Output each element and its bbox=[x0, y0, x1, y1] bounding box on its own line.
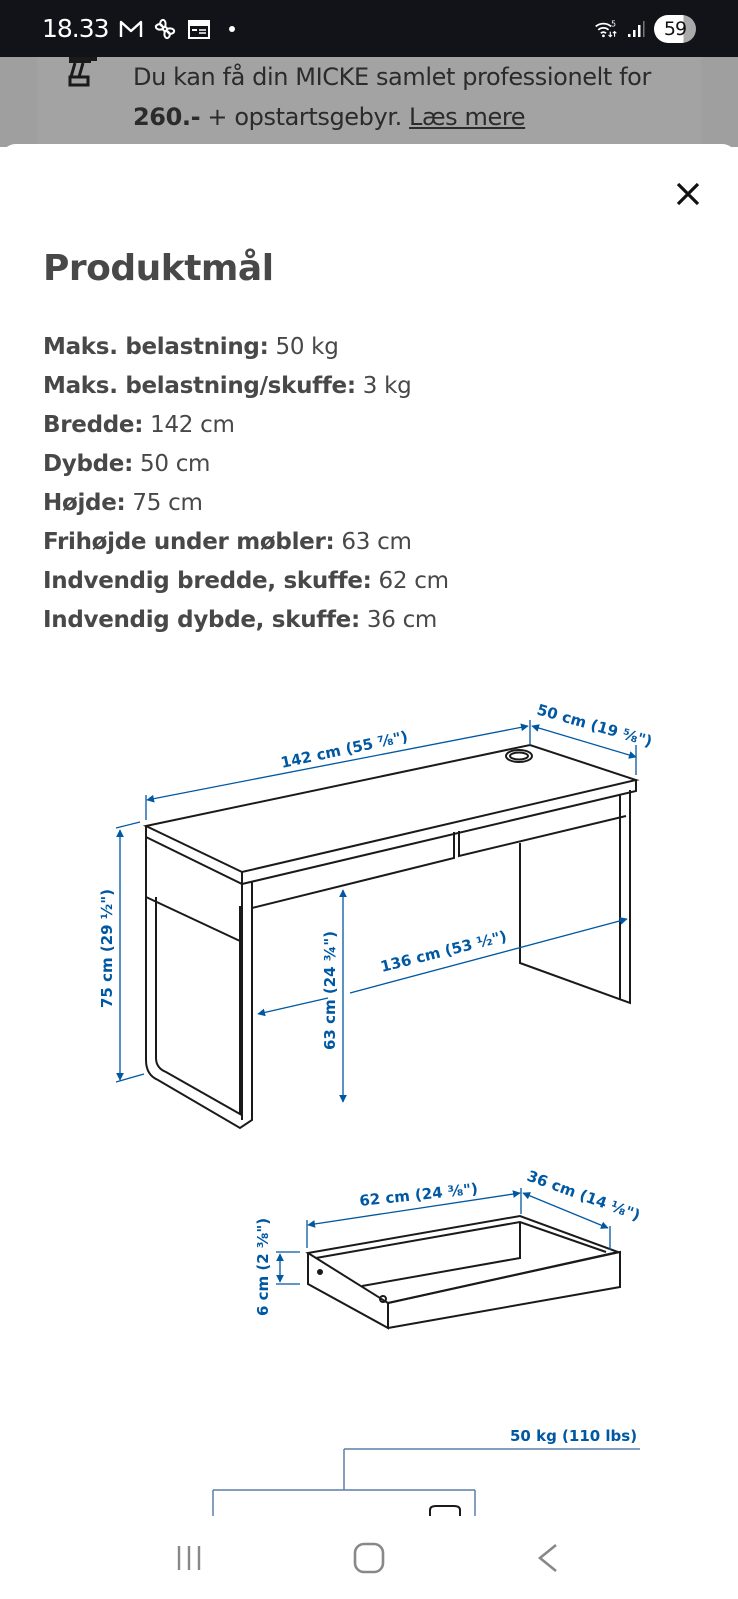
banner-price: 260.- bbox=[133, 103, 201, 131]
load-diagram bbox=[213, 1449, 640, 1516]
spec-max-load-drawer: Maks. belastning/skuffe: 3 kg bbox=[43, 373, 412, 399]
status-bar bbox=[0, 0, 738, 57]
recents-button[interactable] bbox=[160, 1528, 220, 1588]
banner-text bbox=[133, 57, 651, 137]
assembly-service-banner bbox=[37, 57, 701, 147]
status-time: 18.33 bbox=[42, 14, 109, 43]
desk-clearance-label: 63 cm (24 ¾") bbox=[321, 931, 339, 1050]
spec-drawer-inner-width: Indvendig bredde, skuffe: 62 cm bbox=[43, 568, 449, 594]
back-button[interactable] bbox=[518, 1528, 578, 1588]
desk-height-label: 75 cm (29 ½") bbox=[98, 889, 116, 1008]
spec-drawer-inner-depth: Indvendig dybde, skuffe: 36 cm bbox=[43, 607, 438, 633]
gmail-icon bbox=[119, 17, 143, 41]
home-icon bbox=[352, 1542, 386, 1574]
desk-inner-width-label: 136 cm (53 ½") bbox=[378, 927, 509, 976]
page-title: Produktmål bbox=[43, 248, 274, 289]
drawer-illustration bbox=[308, 1216, 620, 1328]
banner-line2: + opstartsgebyr. bbox=[200, 103, 410, 131]
spec-height: Højde: 75 cm bbox=[43, 490, 203, 516]
desk-dimension-labels bbox=[98, 701, 654, 1050]
home-button[interactable] bbox=[339, 1528, 399, 1588]
notification-dot-icon bbox=[229, 26, 235, 32]
drawer-height-label: 6 cm (2 ⅜") bbox=[254, 1217, 272, 1316]
page-backdrop[interactable] bbox=[0, 57, 738, 147]
battery-indicator: 59 bbox=[654, 15, 696, 43]
desk-depth-label: 50 cm (19 ⅝") bbox=[534, 700, 655, 751]
spec-width: Bredde: 142 cm bbox=[43, 412, 235, 438]
signal-icon bbox=[624, 17, 648, 41]
recents-icon bbox=[175, 1543, 205, 1573]
drawer-width-label: 62 cm (24 ⅜") bbox=[358, 1179, 479, 1210]
calendar-icon bbox=[187, 17, 211, 41]
desk-width-label: 142 cm (55 ⅞") bbox=[279, 727, 410, 772]
fan-icon bbox=[153, 17, 177, 41]
wifi-icon bbox=[594, 17, 618, 41]
back-icon bbox=[536, 1542, 560, 1574]
spec-depth: Dybde: 50 cm bbox=[43, 451, 211, 477]
spec-clearance: Frihøjde under møbler: 63 cm bbox=[43, 529, 412, 555]
assembly-drill-icon bbox=[67, 57, 107, 96]
product-dimensions-sheet bbox=[0, 144, 738, 1516]
spec-max-load: Maks. belastning: 50 kg bbox=[43, 334, 339, 360]
system-nav-bar bbox=[0, 1516, 738, 1599]
read-more-link[interactable]: Læs mere bbox=[409, 103, 526, 131]
load-label: 50 kg (110 lbs) bbox=[510, 1427, 638, 1445]
dimension-diagram bbox=[0, 144, 738, 1516]
drawer-depth-label: 36 cm (14 ⅛") bbox=[524, 1166, 643, 1225]
banner-line1: Du kan få din MICKE samlet professionelt for bbox=[133, 63, 651, 91]
svg-text:5: 5 bbox=[611, 18, 617, 28]
